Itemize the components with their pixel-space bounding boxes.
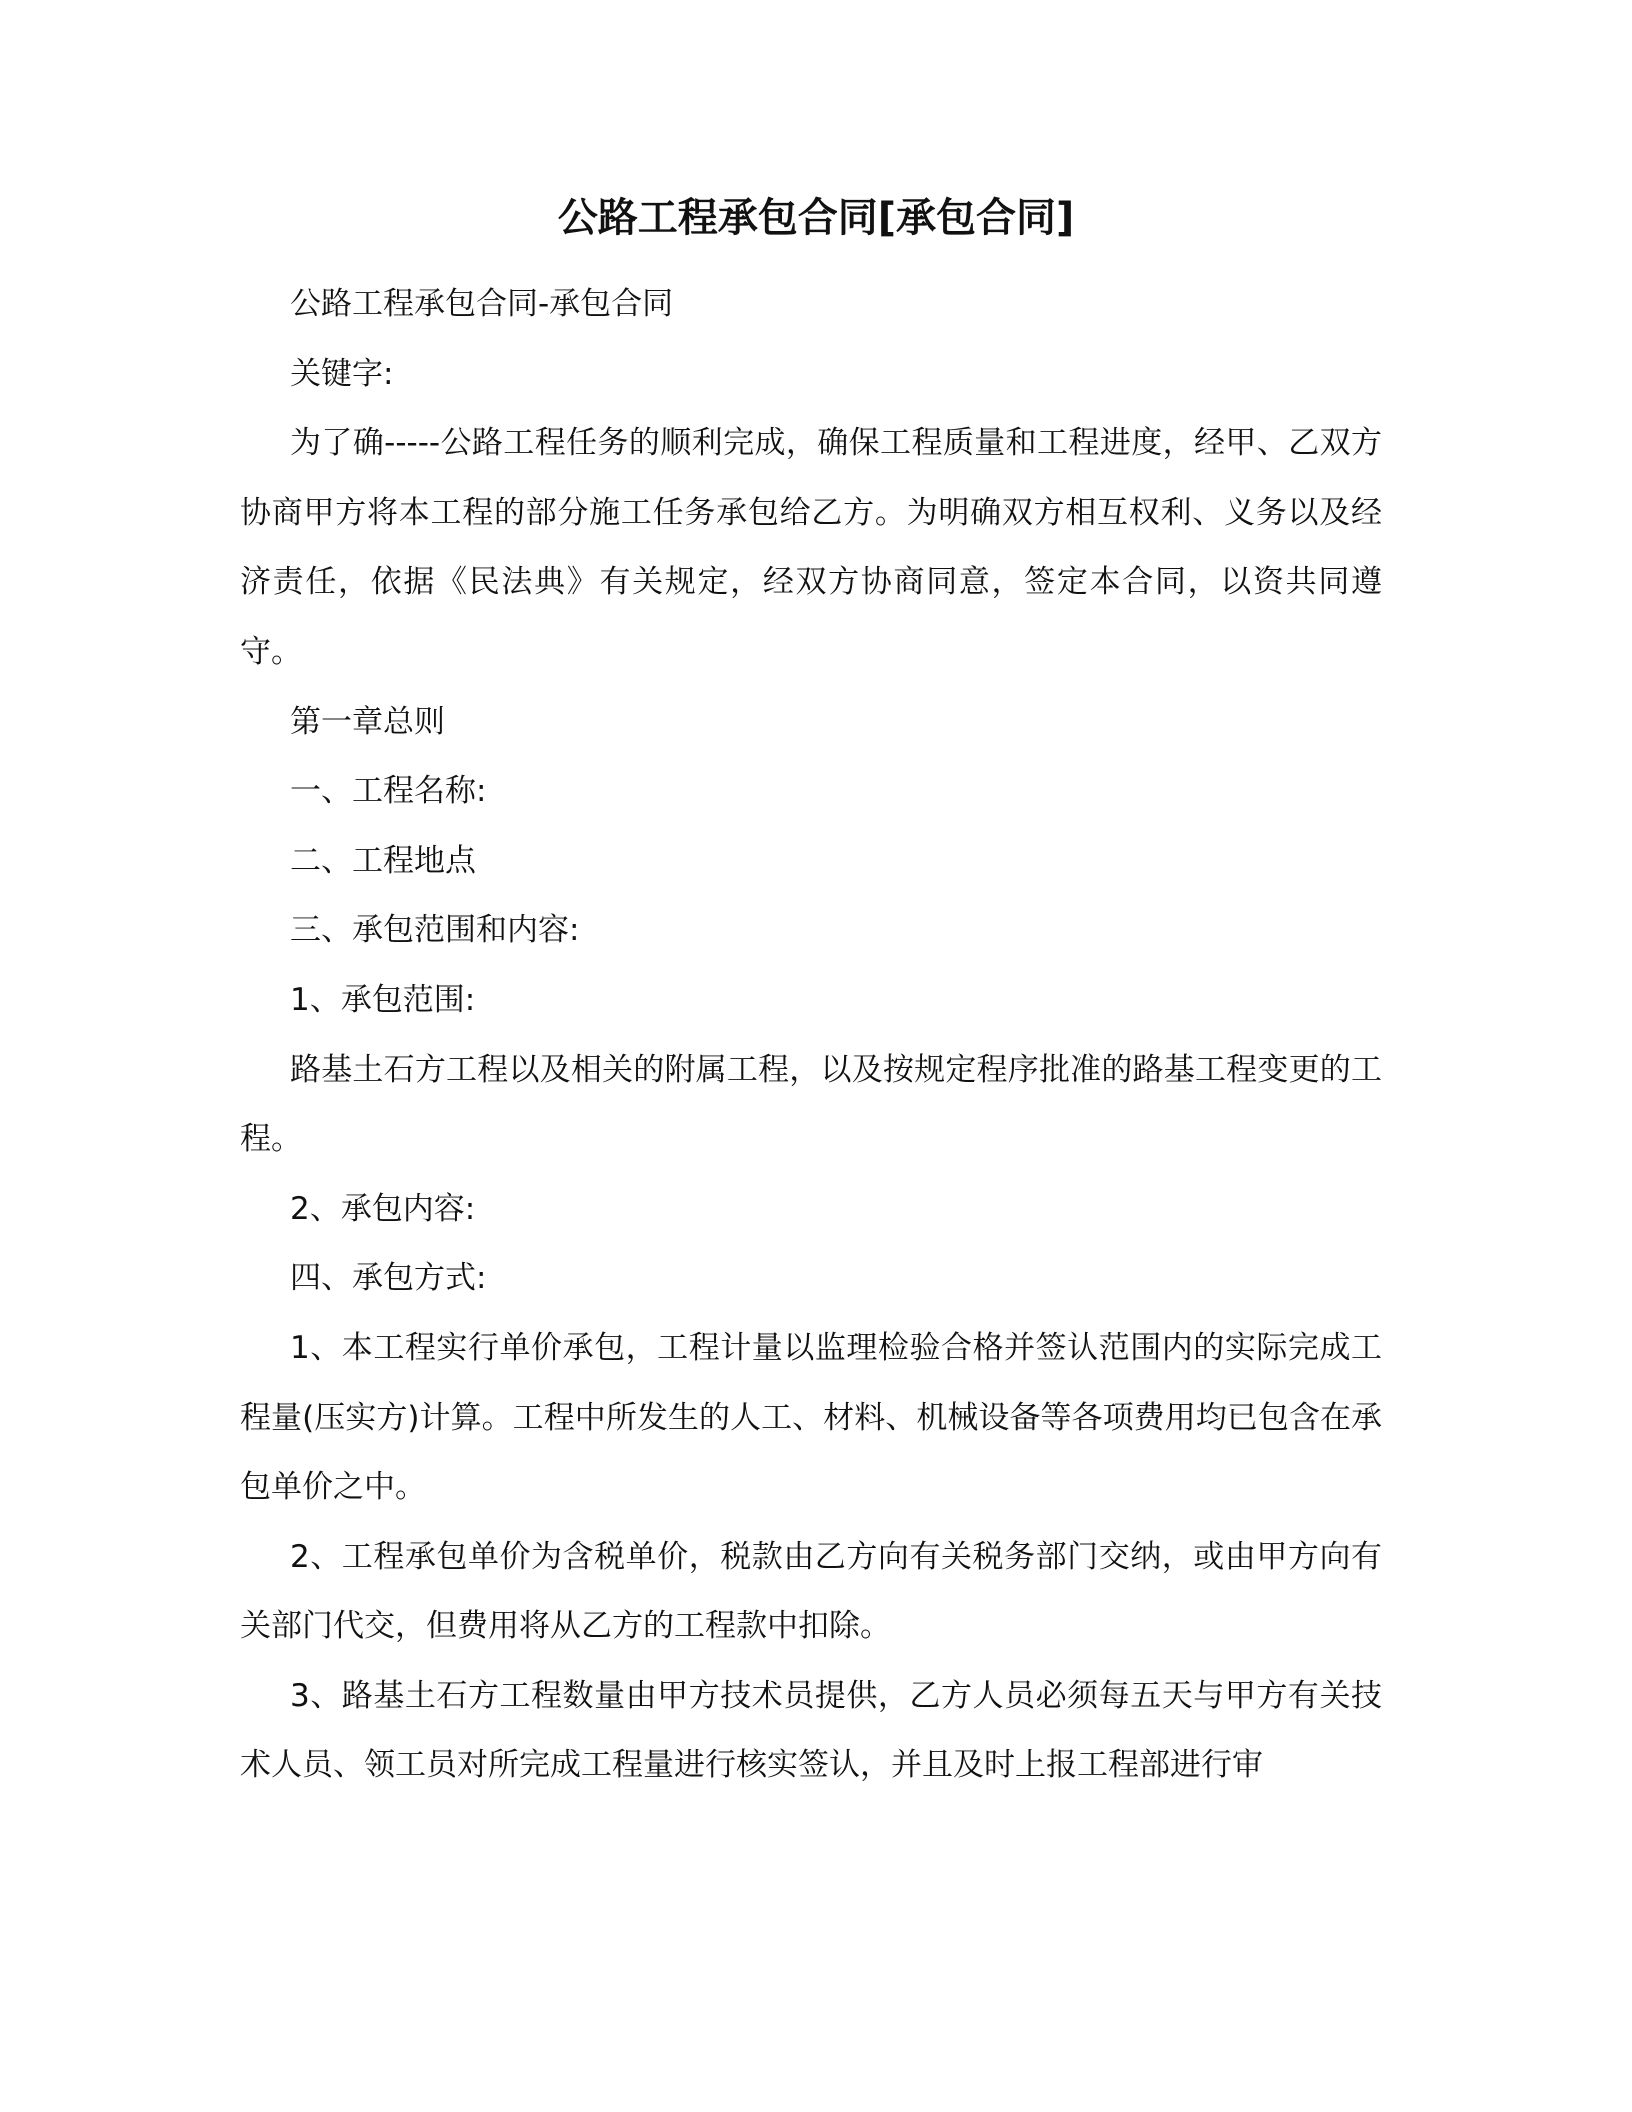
paragraph-content: 2、承包内容: [290, 1190, 476, 1227]
paragraph-method-1: 1、本工程实行单价承包，工程计量以监理检验合格并签认范围内的实际完成工程量(压实方)计算。工程中所发生的人工、材料、机械设备等各项费用均已包含在承包单价之中。 [240, 1329, 1382, 1506]
paragraph-subtitle: 公路工程承包合同-承包合同 [290, 286, 674, 322]
paragraph-method-heading: 四、承包方式: [290, 1260, 487, 1297]
paragraph-scope: 1、承包范围: [290, 981, 476, 1018]
paragraph-project-name: 一、工程名称: [290, 773, 487, 810]
paragraph-method-2: 2、工程承包单价为含税单价，税款由乙方向有关税务部门交纳，或由甲方向有关部门代交，但费用将从乙方的工程款中扣除。 [240, 1538, 1382, 1645]
document-title: 公路工程承包合同[承包合同] [557, 195, 1075, 241]
paragraph-keywords: 关键字: [290, 355, 394, 392]
paragraph-chapter-one: 第一章总则 [290, 703, 445, 740]
paragraph-scope-heading: 三、承包范围和内容: [290, 912, 580, 949]
paragraph-project-location: 二、工程地点 [290, 842, 476, 879]
document-body [240, 270, 1382, 1801]
paragraph-scope-detail: 路基土石方工程以及相关的附属工程，以及按规定程序批准的路基工程变更的工程。 [240, 1051, 1382, 1158]
paragraph-method-3: 3、路基土石方工程数量由甲方技术员提供，乙方人员必须每五天与甲方有关技术人员、领工员对所完成工程量进行核实签认，并且及时上报工程部进行审 [240, 1677, 1382, 1784]
paragraph-preamble: 为了确-----公路工程任务的顺利完成，确保工程质量和工程进度，经甲、乙双方协商甲方将本工程的部分施工任务承包给乙方。为明确双方相互权利、义务以及经济责任，依据《民法典》有关规定，经双方协商同意，签定本合同，以资共同遵守。 [240, 425, 1382, 670]
